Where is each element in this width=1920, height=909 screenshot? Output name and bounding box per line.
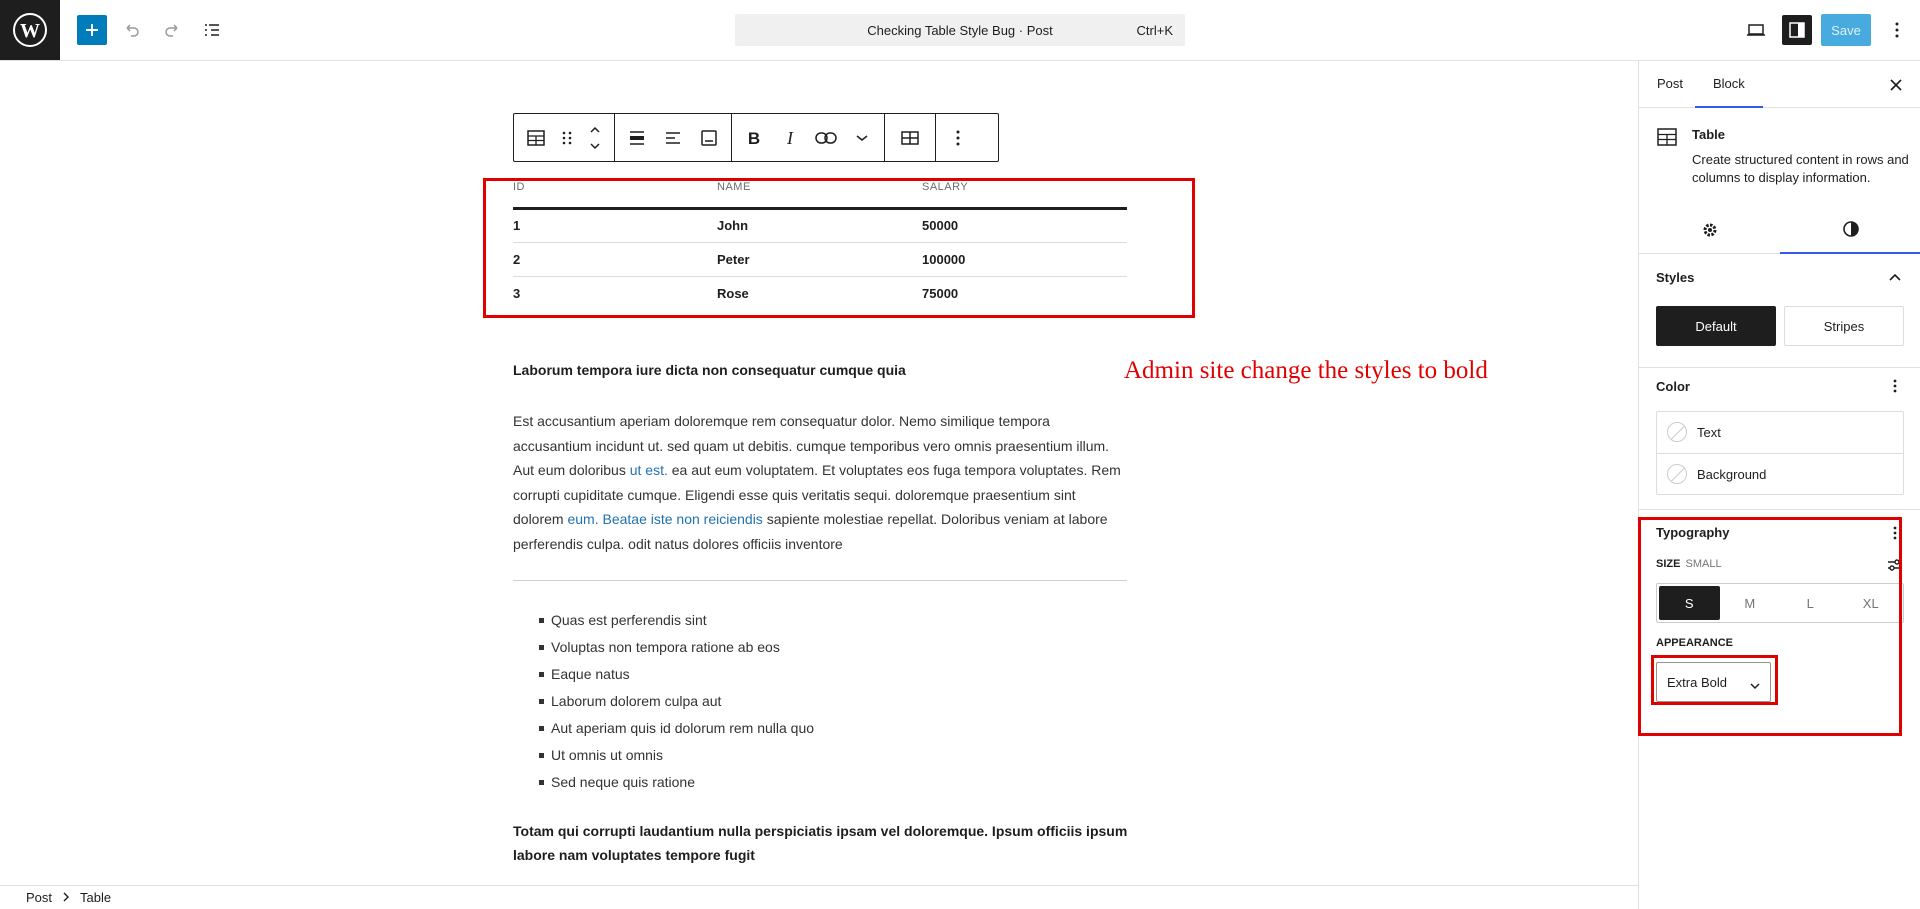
add-block-button[interactable] xyxy=(77,15,107,45)
block-card-title: Table xyxy=(1692,127,1725,142)
svg-text:I: I xyxy=(787,128,793,147)
bold-icon[interactable] xyxy=(736,114,772,161)
command-shortcut: Ctrl+K xyxy=(1136,23,1173,38)
paragraph-link[interactable]: ut est. xyxy=(629,462,668,478)
color-text-item[interactable] xyxy=(1657,412,1903,453)
table-header-cell[interactable]: ID xyxy=(513,175,717,209)
typography-panel-title: Typography xyxy=(1656,525,1730,540)
size-option-l[interactable]: L xyxy=(1806,595,1814,611)
color-background-item[interactable] xyxy=(1657,453,1903,494)
paragraph-text: Est accusantium aperiam doloremque rem consequatur dolor. Nemo similique tempora accusantium incidunt ut. sed quam ut debitis. cumque temporibus vero omnis praesentium illum. Aut eum doloribus xyxy=(513,413,1110,478)
table-cell[interactable]: 1 xyxy=(513,209,717,243)
paragraph-link[interactable]: eum. Beatae iste non reiciendis xyxy=(567,511,763,527)
list-item: Laborum dolorem culpa aut xyxy=(551,688,814,715)
drag-handle-icon[interactable] xyxy=(554,114,580,161)
annotation-note: Admin site change the styles to bold xyxy=(1124,357,1488,384)
settings-sidebar xyxy=(1638,61,1920,909)
size-option-xl[interactable]: XL xyxy=(1862,595,1879,611)
annotation-highlight-appearance xyxy=(1651,655,1778,705)
svg-text:B: B xyxy=(747,128,761,147)
color-settings-list xyxy=(1656,411,1904,495)
tab-block[interactable]: Block xyxy=(1695,61,1763,108)
block-inspector-tabs xyxy=(1639,206,1920,254)
appearance-value: Extra Bold xyxy=(1667,674,1727,690)
list-item: Aut aperiam quis id dolorum rem nulla quo xyxy=(551,715,814,742)
size-value: SMALL xyxy=(1685,558,1722,570)
panel-divider xyxy=(1639,367,1920,368)
breadcrumb-root[interactable]: Post xyxy=(26,890,53,905)
link-icon[interactable] xyxy=(808,114,844,161)
list-item: Ut omnis ut omnis xyxy=(551,742,814,769)
table-cell[interactable]: 2 xyxy=(513,243,717,277)
color-panel-title: Color xyxy=(1656,379,1690,394)
color-item-label: Background xyxy=(1697,466,1767,482)
block-options-group xyxy=(936,114,980,161)
settings-toggle-button[interactable] xyxy=(1782,15,1812,45)
color-swatch-icon xyxy=(1667,422,1687,442)
style-default-button[interactable]: Default xyxy=(1656,306,1776,346)
chevron-right-icon xyxy=(62,890,70,905)
editor-header xyxy=(0,0,1920,61)
panel-divider xyxy=(1639,509,1920,510)
chevron-up-icon[interactable] xyxy=(1883,265,1907,289)
list-item: Sed neque quis ratione xyxy=(551,769,814,796)
save-button[interactable]: Save xyxy=(1821,14,1871,46)
table-header-cell[interactable]: SALARY xyxy=(922,175,1127,209)
document-overview-button[interactable] xyxy=(197,15,227,45)
styles-panel-title[interactable]: Styles xyxy=(1656,270,1695,285)
content-paragraph[interactable] xyxy=(513,409,1127,556)
color-swatch-icon xyxy=(1667,464,1687,484)
italic-icon[interactable] xyxy=(772,114,808,161)
list-item: Eaque natus xyxy=(551,661,814,688)
table-cell[interactable]: Peter xyxy=(717,243,922,277)
styles-contrast-icon[interactable] xyxy=(1780,206,1920,254)
paragraph-text: sapiente molestiae repellat. Doloribus veniam at labore perferendis culpa. odit natus dolores officiis inventore xyxy=(513,511,1108,552)
text-align-icon[interactable] xyxy=(655,114,691,161)
document-title: Checking Table Style Bug · Post xyxy=(867,22,1053,38)
options-menu-button[interactable] xyxy=(1882,15,1912,45)
table-cell[interactable]: 100000 xyxy=(922,243,1127,277)
wordpress-logo-icon[interactable] xyxy=(0,0,60,60)
block-card xyxy=(1639,109,1920,185)
preview-device-button[interactable] xyxy=(1741,15,1771,45)
move-up-down-control[interactable] xyxy=(580,114,610,161)
block-align-icon[interactable] xyxy=(619,114,655,161)
table-cell[interactable]: 50000 xyxy=(922,209,1127,243)
table-edit-group xyxy=(885,114,936,161)
block-toolbar xyxy=(513,113,999,162)
separator xyxy=(513,580,1127,581)
color-item-label: Text xyxy=(1697,425,1721,440)
breadcrumb-current: Table xyxy=(80,890,112,905)
sidebar-tabs xyxy=(1639,61,1920,108)
color-options-icon[interactable] xyxy=(1883,374,1907,398)
paragraph-text: ea aut eum voluptatem. Et voluptates eos fuga tempora voluptates. Rem corrupti cupiditate cumque. Eligendi esse quis veritatis sequi. doloremque praesentium sint dolorem xyxy=(513,462,1121,527)
settings-gear-icon[interactable] xyxy=(1639,206,1780,254)
caption-icon[interactable] xyxy=(691,114,727,161)
tab-post[interactable]: Post xyxy=(1657,76,1684,91)
table-block-icon[interactable] xyxy=(518,114,554,161)
table-cell[interactable]: 75000 xyxy=(922,285,959,301)
content-list[interactable] xyxy=(551,607,814,796)
table-cell[interactable]: 3 xyxy=(513,285,521,301)
table-block-icon xyxy=(1656,127,1678,152)
list-item: Quas est perferendis sint xyxy=(551,607,814,634)
more-formats-chevron-icon[interactable] xyxy=(844,114,880,161)
content-heading[interactable]: Totam qui corrupti laudantium nulla perspiciatis ipsam vel doloremque. Ipsum officiis ipsum labore nam voluptates tempore fugit xyxy=(513,823,1128,863)
size-label-text: SIZE xyxy=(1656,558,1681,570)
block-switcher-group xyxy=(514,114,615,161)
list-item: Voluptas non tempora ratione ab eos xyxy=(551,634,814,661)
size-option-s[interactable]: S xyxy=(1659,586,1720,620)
editor-canvas xyxy=(0,61,1638,885)
edit-table-icon[interactable] xyxy=(889,114,931,161)
table-cell[interactable]: Rose xyxy=(717,285,749,301)
content-heading[interactable]: Laborum tempora iure dicta non consequatur cumque quia xyxy=(513,362,906,378)
table-cell[interactable]: John xyxy=(717,209,922,243)
format-group xyxy=(732,114,885,161)
appearance-label: APPEARANCE xyxy=(1656,637,1734,649)
redo-button[interactable] xyxy=(157,15,187,45)
breadcrumb xyxy=(0,885,1638,909)
style-stripes-button[interactable]: Stripes xyxy=(1784,306,1904,346)
annotation-highlight-table xyxy=(483,178,1195,318)
undo-button[interactable] xyxy=(117,15,147,45)
size-option-m[interactable]: M xyxy=(1744,595,1756,611)
svg-text:W: W xyxy=(20,20,40,42)
document-title-bar[interactable] xyxy=(735,14,1185,46)
close-icon[interactable] xyxy=(1884,73,1908,97)
table-header-cell[interactable]: NAME xyxy=(717,175,922,209)
block-card-description: Create structured content in rows and columns to display information. xyxy=(1692,152,1909,185)
block-options-icon[interactable] xyxy=(940,114,976,161)
alignment-group xyxy=(615,114,732,161)
